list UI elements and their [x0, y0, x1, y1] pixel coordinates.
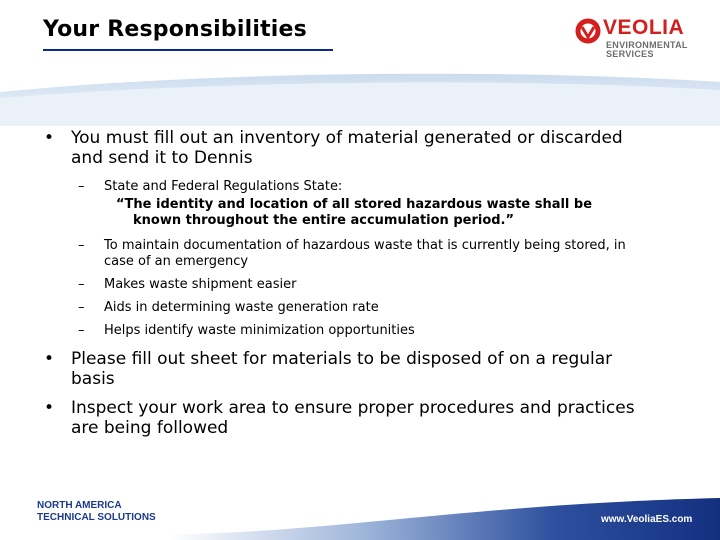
footer-org-line1: NORTH AMERICA	[37, 500, 122, 511]
footer-org-line2: TECHNICAL SOLUTIONS	[37, 512, 156, 523]
bullet-2-line1: Please fill out sheet for materials to be disposed of on a regular	[71, 349, 613, 369]
quote-line1: “The identity and location of all stored hazardous waste shall be	[116, 197, 593, 212]
sub-bullet-2	[104, 238, 626, 270]
sub-bullet-dash: –	[78, 300, 85, 315]
bullet-3-line1: Inspect your work area to ensure proper procedures and practices	[71, 398, 635, 418]
sub-bullet-5: Helps identify waste minimization opportunities	[104, 323, 415, 338]
sub-bullet-dash: –	[78, 179, 85, 194]
sub-bullet-dash: –	[78, 277, 85, 292]
quote-line2: known throughout the entire accumulation period.”	[133, 213, 515, 228]
bullet-2-line2: basis	[71, 369, 115, 389]
logo-brand: VEOLIA	[603, 16, 685, 39]
bullet-item-2	[71, 349, 612, 389]
bullet-1-line2: and send it to Dennis	[71, 148, 253, 168]
sub-bullet-3: Makes waste shipment easier	[104, 277, 297, 292]
slide-title: Your Responsibilities	[43, 17, 307, 42]
bullet-3-line2: are being followed	[71, 418, 229, 438]
bullet-dot: •	[44, 128, 55, 148]
bullet-dot: •	[44, 349, 55, 369]
bullet-item-1	[71, 128, 623, 168]
bullet-dot: •	[44, 398, 55, 418]
sub-bullet-2-line2: case of an emergency	[104, 254, 249, 269]
footer-organization	[37, 500, 156, 524]
regulation-quote	[116, 197, 592, 229]
logo-subtitle-line1: ENVIRONMENTAL	[606, 40, 688, 50]
footer-website-link[interactable]: www.VeoliaES.com	[601, 514, 693, 525]
sub-bullet-2-line1: To maintain documentation of hazardous waste that is currently being stored, in	[104, 238, 626, 253]
logo-subtitle-line2: SERVICES	[606, 49, 654, 59]
bullet-item-3	[71, 398, 635, 438]
sub-bullet-1: State and Federal Regulations State:	[104, 179, 343, 194]
sub-bullet-dash: –	[78, 238, 85, 253]
sub-bullet-dash: –	[78, 323, 85, 338]
sub-bullet-4: Aids in determining waste generation rate	[104, 300, 379, 315]
bullet-1-line1: You must fill out an inventory of material generated or discarded	[71, 128, 623, 148]
